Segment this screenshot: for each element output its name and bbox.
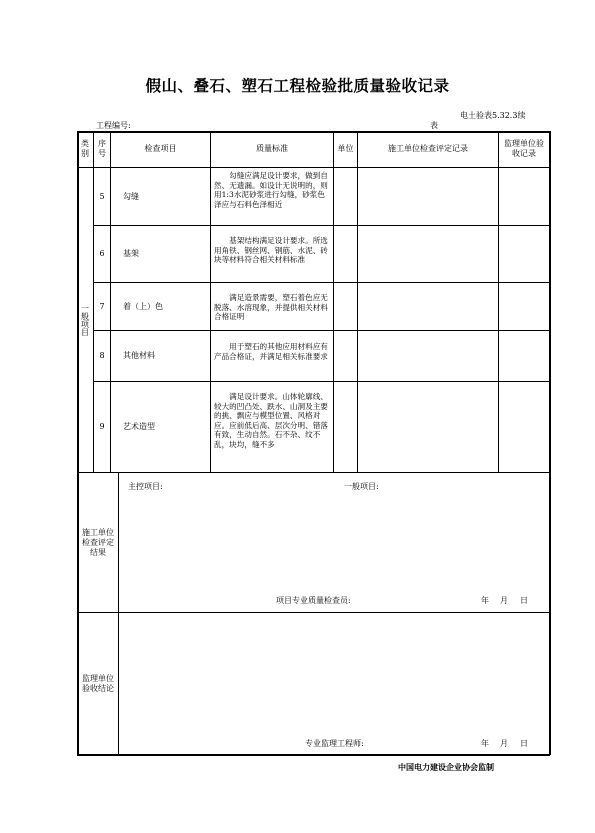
row-construction-cell[interactable] [358,168,498,225]
row-seq: 9 [99,422,105,431]
header-unit: 单位 [337,144,354,153]
row-standard: 满足造景需要，塑石着色应无脱落、水溶现象，并提供相关材料合格证明 [214,293,328,322]
row-standard: 基架结构满足设计要求。所选用角铁、钢丝网、钢筋、水泥、砖块等材料符合相关材料标准 [214,236,328,265]
row-seq: 6 [99,249,105,258]
row-seq: 8 [99,351,105,360]
row-unit-cell[interactable] [334,226,357,282]
project-number-label: 工程编号: [96,121,131,130]
supervision-conclusion-label: 监理单位验收结论 [82,673,114,693]
general-items-label: 一般项目: [344,482,379,491]
category-general-items: 一般项目 [80,304,90,336]
main-items-label: 主控项目: [128,482,163,491]
footer-issuer: 中国电力建设企业协会监制 [398,763,494,772]
row-supervision-cell[interactable] [499,168,549,225]
row-standard: 用于塑石的其他应用材料应有产品合格证，并满足相关标准要求 [214,342,328,361]
row-supervision-cell[interactable] [499,331,549,381]
row-supervision-cell[interactable] [499,283,549,330]
year-label: 年 [481,596,489,605]
header-item: 检查项目 [144,144,177,153]
row-seq: 5 [99,191,105,201]
row-item: 其他材料 [123,351,155,360]
row-construction-cell[interactable] [358,331,498,381]
day-label: 日 [520,596,528,605]
row-item: 基架 [123,249,139,258]
supervision-conclusion-input[interactable] [120,616,548,731]
header-standard: 质量标准 [256,144,288,153]
row-construction-cell[interactable] [358,283,498,330]
construction-result-input[interactable] [120,495,548,590]
row-unit-cell[interactable] [334,283,357,330]
form-code: 电土验表5.32.3续 [460,111,526,120]
row-supervision-cell[interactable] [499,226,549,282]
construction-result-label: 施工单位检查评定结果 [82,527,114,557]
row-unit-cell[interactable] [334,168,357,225]
row-standard: 勾缝应满足设计要求，做到自然、无遗漏。如设计无说明的，则用1:3水泥砂浆进行勾缝，砂浆色泽应与石料色泽相近 [214,171,328,209]
row-construction-cell[interactable] [358,226,498,282]
month-label: 月 [500,739,508,748]
row-unit-cell[interactable] [334,382,357,472]
row-supervision-cell[interactable] [499,382,549,472]
header-supervision-record: 监理单位验收记录 [504,139,544,158]
table-label: 表 [430,121,438,130]
supervision-engineer-label: 专业监理工程师: [305,739,364,748]
header-seq: 序号 [98,139,106,158]
row-standard: 满足设计要求。山体轮廓线、较大的凹凸处、跌水、山洞及主要的挑、飘应与模型位置、风格对应。应前低后高、层次分明、错落有致，生动自然。石不杂、纹不乱，块均，缝不多 [214,392,328,449]
day-label: 日 [520,739,528,748]
row-construction-cell[interactable] [358,382,498,472]
month-label: 月 [500,596,508,605]
header-construction-record: 施工单位检查评定记录 [388,144,468,153]
year-label: 年 [481,739,489,748]
row-item: 勾缝 [123,191,139,201]
row-item: 艺术造型 [123,422,155,431]
quality-inspector-label: 项目专业质量检查员: [276,596,351,605]
row-unit-cell[interactable] [334,331,357,381]
header-category: 类别 [81,139,89,158]
row-item: 着（上）色 [123,301,163,311]
page-title: 假山、叠石、塑石工程检验批质量验收记录 [145,77,450,95]
row-seq: 7 [99,301,105,311]
